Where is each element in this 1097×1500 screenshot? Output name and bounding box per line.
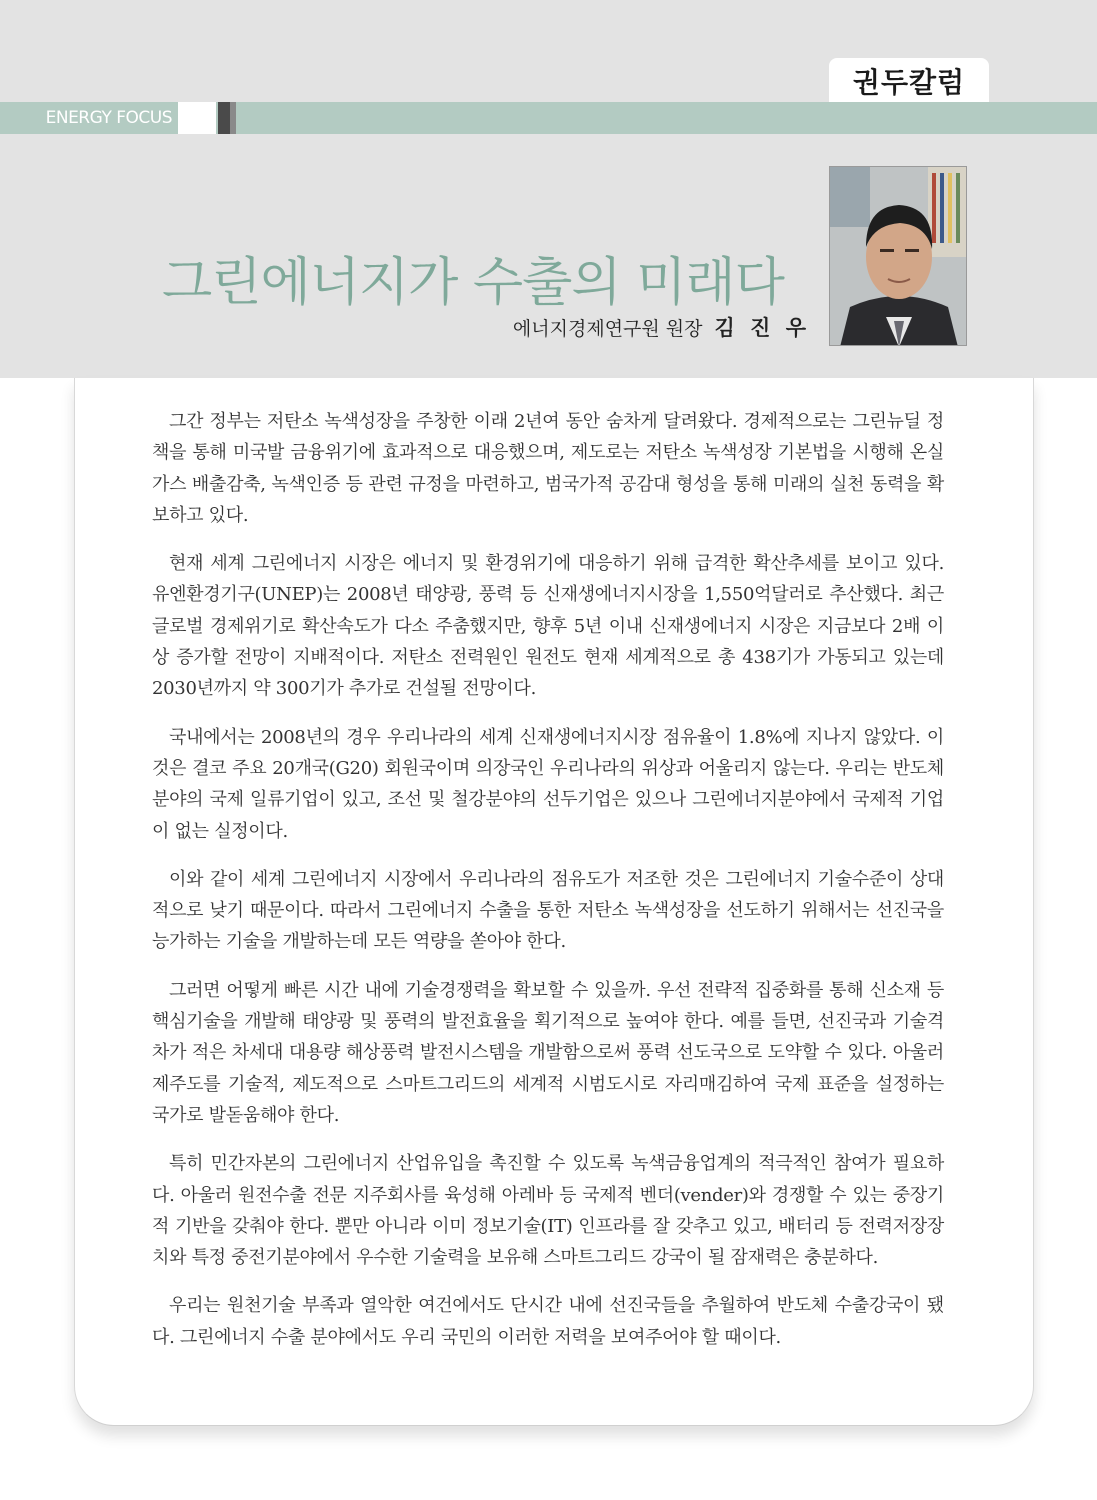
article-paragraph: 우리는 원천기술 부족과 열악한 여건에서도 단시간 내에 선진국들을 추월하여 반도체 수출강국이 됐다. 그린에너지 수출 분야에서도 우리 국민의 이러한 저력을 보여주어야 할 때이다. xyxy=(152,1295,944,1348)
article-paragraph: 특히 민간자본의 그린에너지 산업유입을 촉진할 수 있도록 녹색금융업계의 적극적인 참여가 필요하다. 아울러 원전수출 전문 지주회사를 육성해 아레바 등 국제적 벤더(vender)와 경쟁할 수 있는 중장기적 기반을 갖춰야 한다. 뿐만 아니라 이미 정보기술(IT) 인프라를 잘 갖추고 있고, 배터리 등 전력저장장치와 특정 중전기분야에서 우수한 기술력을 보유해 스마트그리드 강국이 될 잠재력은 충분하다. xyxy=(152,1153,944,1269)
article-paragraph: 그러면 어떻게 빠른 시간 내에 기술경쟁력을 확보할 수 있을까. 우선 전략적 집중화를 통해 신소재 등 핵심기술을 개발해 태양광 및 풍력의 발전효율을 획기적으로 높여야 한다. 예를 들면, 선진국과 기술격차가 적은 차세대 대용량 해상풍력 발전시스템을 개발함으로써 풍력 선도국으로 도약할 수 있다. 아울러 제주도를 기술적, 제도적으로 스마트그리드의 세계적 시범도시로 자리매김하여 국제 표준을 설정하는 국가로 발돋움해야 한다. xyxy=(152,979,944,1126)
section-band-accent-mid xyxy=(230,102,236,134)
article-title: 그린에너지가 수출의 미래다 xyxy=(162,252,784,313)
section-label: ENERGY FOCUS xyxy=(45,108,172,128)
column-tab: 권두칼럼 xyxy=(829,58,989,104)
article-paragraph: 국내에서는 2008년의 경우 우리나라의 세계 신재생에너지시장 점유율이 1.8%에 지나지 않았다. 이것은 결코 주요 20개국(G20) 회원국이며 의장국인 우리나라의 위상과 어울리지 않는다. 우리는 반도체분야의 국제 일류기업이 있고, 조선 및 철강분야의 선두기업은 있으나 그린에너지분야에서 국제적 기업이 없는 실정이다. xyxy=(152,726,944,842)
author-portrait xyxy=(829,166,967,346)
byline xyxy=(513,312,810,342)
author-name: 김 진 우 xyxy=(714,316,810,340)
article-paragraph: 현재 세계 그린에너지 시장은 에너지 및 환경위기에 대응하기 위해 급격한 확산추세를 보이고 있다. 유엔환경기구(UNEP)는 2008년 태양광, 풍력 등 신재생에너지시장을 1,550억달러로 추산했다. 최근 글로벌 경제위기로 확산속도가 다소 주춤했지만, 향후 5년 이내 신재생에너지 시장은 지금보다 2배 이상 증가할 전망이 지배적이다. 저탄소 전력원인 원전도 현재 세계적으로 총 438기가 가동되고 있는데 2030년까지 약 300기가 추가로 건설될 전망이다. xyxy=(152,553,944,700)
article-body xyxy=(152,406,944,1370)
article-paragraph: 이와 같이 세계 그린에너지 시장에서 우리나라의 점유도가 저조한 것은 그린에너지 기술수준이 상대적으로 낮기 때문이다. 따라서 그린에너지 수출을 통한 저탄소 녹색성장을 선도하기 위해서는 선진국을 능가하는 기술을 개발하는데 모든 역량을 쏟아야 한다. xyxy=(152,868,944,953)
article-paragraph: 그간 정부는 저탄소 녹색성장을 주창한 이래 2년여 동안 숨차게 달려왔다. 경제적으로는 그린뉴딜 정책을 통해 미국발 금융위기에 효과적으로 대응했으며, 제도로는 저탄소 녹색성장 기본법을 시행해 온실가스 배출감축, 녹색인증 등 관련 규정을 마련하고, 범국가적 공감대 형성을 통해 미래의 실천 동력을 확보하고 있다. xyxy=(152,411,944,526)
section-band-accent-light xyxy=(178,102,216,134)
author-affiliation: 에너지경제연구원 원장 xyxy=(512,318,703,340)
